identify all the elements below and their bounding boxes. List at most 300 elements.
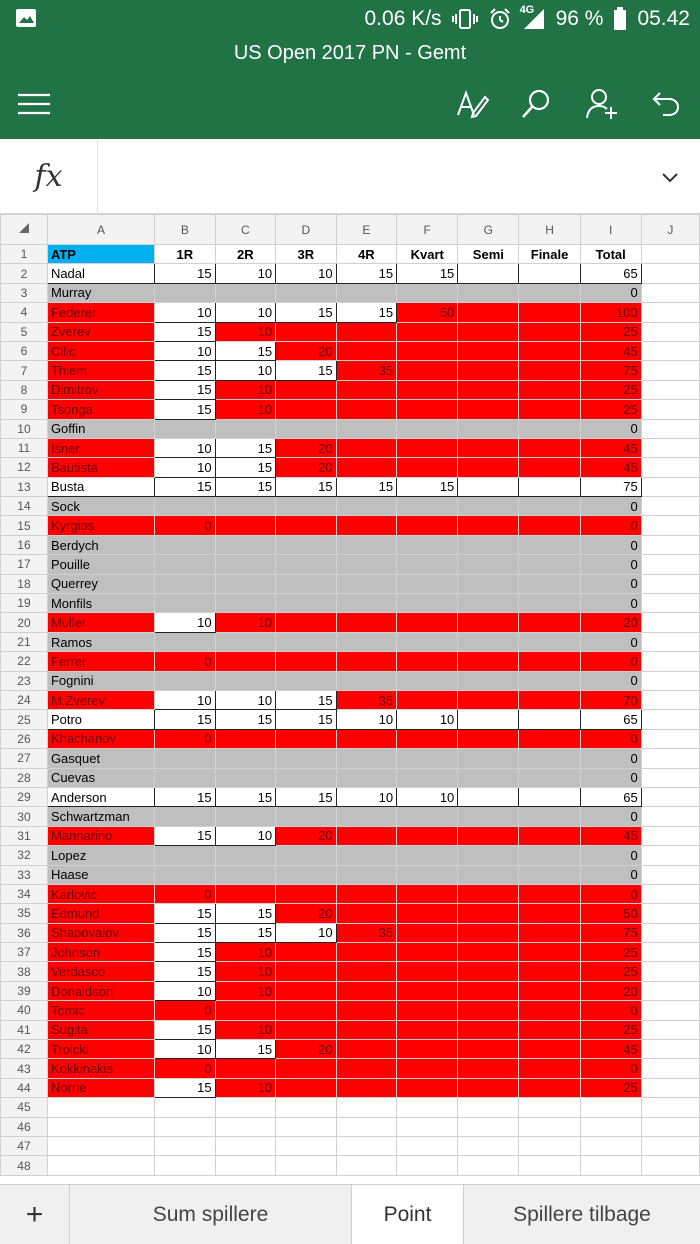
- cell-round-score[interactable]: [276, 419, 337, 438]
- cell-round-score[interactable]: [397, 380, 458, 399]
- cell-player-name[interactable]: Pouille: [47, 555, 154, 574]
- cell-round-score[interactable]: 10: [155, 438, 216, 457]
- cell-round-score[interactable]: 15: [215, 477, 276, 496]
- row-header[interactable]: 27: [1, 749, 48, 768]
- cell-player-name[interactable]: Berdych: [47, 535, 154, 554]
- cell-round-score[interactable]: 10: [155, 341, 216, 360]
- cell-round-score[interactable]: [458, 904, 519, 923]
- cell-total[interactable]: 0: [580, 729, 641, 748]
- cell-round-score[interactable]: [458, 846, 519, 865]
- row-header[interactable]: 7: [1, 361, 48, 380]
- cell-empty[interactable]: [47, 1117, 154, 1136]
- cell-round-score[interactable]: 15: [215, 923, 276, 942]
- cell-round-score[interactable]: 10: [155, 458, 216, 477]
- row-header[interactable]: 2: [1, 264, 48, 283]
- cell-round-score[interactable]: [336, 768, 397, 787]
- cell-round-score[interactable]: [458, 1001, 519, 1020]
- cell-empty[interactable]: [155, 1136, 216, 1155]
- cell-total[interactable]: 0: [580, 884, 641, 903]
- cell-round-score[interactable]: [276, 594, 337, 613]
- cell-empty[interactable]: [155, 1117, 216, 1136]
- cell-round-score[interactable]: [458, 690, 519, 709]
- cell-round-score[interactable]: [458, 943, 519, 962]
- cell-round-score[interactable]: [336, 613, 397, 632]
- cell-round-score[interactable]: [336, 535, 397, 554]
- cell-total[interactable]: 65: [580, 710, 641, 729]
- cell-empty[interactable]: [276, 1156, 337, 1175]
- cell-round-score[interactable]: [519, 380, 580, 399]
- cell-round-score[interactable]: 10: [215, 981, 276, 1000]
- cell-round-score[interactable]: [336, 283, 397, 302]
- cell-round-score[interactable]: [397, 904, 458, 923]
- cell-round-score[interactable]: [155, 419, 216, 438]
- cell-round-score[interactable]: 15: [276, 361, 337, 380]
- cell-player-name[interactable]: Schwartzman: [47, 807, 154, 826]
- cell-round-score[interactable]: [519, 341, 580, 360]
- cell-round-score[interactable]: [155, 555, 216, 574]
- cell-player-name[interactable]: Shapovalov: [47, 923, 154, 942]
- cell-round-score[interactable]: [519, 283, 580, 302]
- cell-total[interactable]: 65: [580, 787, 641, 806]
- cell-round-score[interactable]: [276, 1078, 337, 1097]
- cell-round-score[interactable]: [519, 1059, 580, 1078]
- cell-round-score[interactable]: [155, 535, 216, 554]
- cell-round-score[interactable]: [397, 341, 458, 360]
- cell-round-score[interactable]: 10: [215, 826, 276, 845]
- cell-total[interactable]: 45: [580, 1040, 641, 1059]
- cell-header-1r[interactable]: 1R: [155, 245, 216, 264]
- cell-header-4r[interactable]: 4R: [336, 245, 397, 264]
- cell-empty[interactable]: [458, 1156, 519, 1175]
- cell-round-score[interactable]: 10: [215, 943, 276, 962]
- cell-round-score[interactable]: [519, 904, 580, 923]
- cell-player-name[interactable]: Isner: [47, 438, 154, 457]
- row-header[interactable]: 34: [1, 884, 48, 903]
- cell-round-score[interactable]: [336, 380, 397, 399]
- row-header[interactable]: 25: [1, 710, 48, 729]
- cell-round-score[interactable]: [397, 632, 458, 651]
- cell-round-score[interactable]: 10: [155, 303, 216, 322]
- row-header[interactable]: 11: [1, 438, 48, 457]
- cell-header-atp[interactable]: ATP: [47, 245, 154, 264]
- cell-player-name[interactable]: Anderson: [47, 787, 154, 806]
- cell-total[interactable]: 0: [580, 846, 641, 865]
- cell-round-score[interactable]: 15: [276, 690, 337, 709]
- cell-empty[interactable]: [641, 729, 699, 748]
- cell-round-score[interactable]: [519, 632, 580, 651]
- cell-empty[interactable]: [641, 1098, 699, 1117]
- cell-round-score[interactable]: [519, 400, 580, 419]
- cell-round-score[interactable]: 0: [155, 729, 216, 748]
- cell-round-score[interactable]: [519, 1078, 580, 1097]
- cell-header-total[interactable]: Total: [580, 245, 641, 264]
- row-header[interactable]: 6: [1, 341, 48, 360]
- cell-round-score[interactable]: [397, 923, 458, 942]
- cell-empty[interactable]: [641, 555, 699, 574]
- cell-player-name[interactable]: Querrey: [47, 574, 154, 593]
- cell-player-name[interactable]: Ramos: [47, 632, 154, 651]
- cell-round-score[interactable]: [276, 749, 337, 768]
- cell-player-name[interactable]: Monfils: [47, 594, 154, 613]
- cell-round-score[interactable]: [215, 497, 276, 516]
- cell-empty[interactable]: [641, 283, 699, 302]
- cell-round-score[interactable]: [276, 729, 337, 748]
- cell-round-score[interactable]: [276, 283, 337, 302]
- cell-round-score[interactable]: 10: [215, 400, 276, 419]
- cell-empty[interactable]: [641, 400, 699, 419]
- cell-round-score[interactable]: [397, 419, 458, 438]
- cell-round-score[interactable]: [519, 807, 580, 826]
- cell-round-score[interactable]: [397, 690, 458, 709]
- cell-empty[interactable]: [215, 1156, 276, 1175]
- cell-round-score[interactable]: [336, 826, 397, 845]
- cell-empty[interactable]: [519, 1117, 580, 1136]
- cell-empty[interactable]: [641, 1001, 699, 1020]
- cell-round-score[interactable]: 15: [155, 923, 216, 942]
- cell-round-score[interactable]: [336, 652, 397, 671]
- cell-round-score[interactable]: [397, 574, 458, 593]
- cell-player-name[interactable]: Muller: [47, 613, 154, 632]
- cell-round-score[interactable]: 15: [215, 458, 276, 477]
- cell-round-score[interactable]: [276, 535, 337, 554]
- cell-empty[interactable]: [641, 904, 699, 923]
- cell-round-score[interactable]: [458, 1078, 519, 1097]
- cell-total[interactable]: 45: [580, 438, 641, 457]
- column-header[interactable]: E: [336, 215, 397, 245]
- cell-round-score[interactable]: [215, 574, 276, 593]
- row-header[interactable]: 10: [1, 419, 48, 438]
- cell-round-score[interactable]: 20: [276, 904, 337, 923]
- cell-round-score[interactable]: [276, 846, 337, 865]
- cell-round-score[interactable]: [276, 652, 337, 671]
- cell-round-score[interactable]: 15: [155, 1078, 216, 1097]
- cell-round-score[interactable]: [519, 419, 580, 438]
- cell-round-score[interactable]: [397, 826, 458, 845]
- cell-round-score[interactable]: 15: [155, 962, 216, 981]
- cell-player-name[interactable]: Cilic: [47, 341, 154, 360]
- cell-round-score[interactable]: 10: [397, 710, 458, 729]
- cell-round-score[interactable]: 15: [155, 400, 216, 419]
- cell-total[interactable]: 100: [580, 303, 641, 322]
- cell-round-score[interactable]: [519, 322, 580, 341]
- cell-round-score[interactable]: [397, 322, 458, 341]
- row-header[interactable]: 46: [1, 1117, 48, 1136]
- cell-player-name[interactable]: Khachanov: [47, 729, 154, 748]
- cell-round-score[interactable]: 15: [155, 943, 216, 962]
- cell-player-name[interactable]: Dimitrov: [47, 380, 154, 399]
- cell-player-name[interactable]: Donaldson: [47, 981, 154, 1000]
- cell-round-score[interactable]: 20: [276, 826, 337, 845]
- cell-total[interactable]: 25: [580, 400, 641, 419]
- cell-total[interactable]: 0: [580, 419, 641, 438]
- cell-round-score[interactable]: 10: [336, 710, 397, 729]
- cell-empty[interactable]: [641, 574, 699, 593]
- cell-round-score[interactable]: [276, 497, 337, 516]
- row-header[interactable]: 40: [1, 1001, 48, 1020]
- cell-round-score[interactable]: [458, 981, 519, 1000]
- cell-round-score[interactable]: [276, 962, 337, 981]
- cell-round-score[interactable]: 15: [155, 826, 216, 845]
- cell-empty[interactable]: [641, 981, 699, 1000]
- row-header[interactable]: 43: [1, 1059, 48, 1078]
- spreadsheet-grid[interactable]: [0, 214, 700, 1184]
- cell-round-score[interactable]: [276, 981, 337, 1000]
- search-button[interactable]: [516, 84, 556, 124]
- cell-round-score[interactable]: [276, 613, 337, 632]
- cell-empty[interactable]: [336, 1156, 397, 1175]
- cell-empty[interactable]: [215, 1136, 276, 1155]
- cell-round-score[interactable]: [458, 438, 519, 457]
- cell-round-score[interactable]: 10: [215, 322, 276, 341]
- cell-player-name[interactable]: Sugita: [47, 1020, 154, 1039]
- cell-round-score[interactable]: [336, 671, 397, 690]
- cell-player-name[interactable]: Karlovic: [47, 884, 154, 903]
- cell-round-score[interactable]: 10: [276, 923, 337, 942]
- row-header[interactable]: 20: [1, 613, 48, 632]
- cell-round-score[interactable]: 15: [215, 1040, 276, 1059]
- row-header[interactable]: 29: [1, 787, 48, 806]
- cell-empty[interactable]: [641, 943, 699, 962]
- cell-round-score[interactable]: [336, 1059, 397, 1078]
- cell-round-score[interactable]: [458, 865, 519, 884]
- cell-empty[interactable]: [641, 1156, 699, 1175]
- cell-header-semi[interactable]: Semi: [458, 245, 519, 264]
- row-header[interactable]: 41: [1, 1020, 48, 1039]
- cell-round-score[interactable]: [215, 419, 276, 438]
- cell-total[interactable]: 0: [580, 671, 641, 690]
- cell-round-score[interactable]: [458, 341, 519, 360]
- cell-round-score[interactable]: [336, 1020, 397, 1039]
- cell-round-score[interactable]: [215, 807, 276, 826]
- cell-round-score[interactable]: [397, 594, 458, 613]
- cell-round-score[interactable]: [276, 555, 337, 574]
- cell-round-score[interactable]: [519, 574, 580, 593]
- tab-point[interactable]: Point: [352, 1185, 464, 1244]
- cell-total[interactable]: 0: [580, 497, 641, 516]
- cell-round-score[interactable]: [458, 400, 519, 419]
- cell-round-score[interactable]: [155, 594, 216, 613]
- cell-round-score[interactable]: [519, 516, 580, 535]
- cell-round-score[interactable]: [519, 477, 580, 496]
- formula-input[interactable]: [98, 139, 658, 214]
- cell-total[interactable]: 0: [580, 749, 641, 768]
- cell-total[interactable]: 65: [580, 264, 641, 283]
- cell-round-score[interactable]: [519, 594, 580, 613]
- cell-empty[interactable]: [641, 1059, 699, 1078]
- cell-player-name[interactable]: M.Zverev: [47, 690, 154, 709]
- cell-total[interactable]: 0: [580, 1059, 641, 1078]
- cell-round-score[interactable]: [458, 264, 519, 283]
- cell-round-score[interactable]: [458, 535, 519, 554]
- cell-round-score[interactable]: [155, 632, 216, 651]
- cell-player-name[interactable]: Murray: [47, 283, 154, 302]
- column-header[interactable]: I: [580, 215, 641, 245]
- cell-round-score[interactable]: [397, 981, 458, 1000]
- cell-round-score[interactable]: 15: [397, 477, 458, 496]
- cell-empty[interactable]: [519, 1156, 580, 1175]
- cell-empty[interactable]: [458, 1098, 519, 1117]
- cell-empty[interactable]: [47, 1098, 154, 1117]
- cell-round-score[interactable]: [397, 884, 458, 903]
- cell-round-score[interactable]: 15: [155, 1020, 216, 1039]
- cell-empty[interactable]: [397, 1098, 458, 1117]
- cell-total[interactable]: 0: [580, 594, 641, 613]
- cell-round-score[interactable]: [336, 555, 397, 574]
- row-header[interactable]: 47: [1, 1136, 48, 1155]
- cell-round-score[interactable]: [519, 749, 580, 768]
- cell-empty[interactable]: [641, 497, 699, 516]
- cell-round-score[interactable]: [397, 846, 458, 865]
- cell-empty[interactable]: [336, 1136, 397, 1155]
- row-header[interactable]: 18: [1, 574, 48, 593]
- cell-round-score[interactable]: [215, 283, 276, 302]
- cell-empty[interactable]: [397, 1117, 458, 1136]
- cell-total[interactable]: 75: [580, 477, 641, 496]
- cell-total[interactable]: 0: [580, 535, 641, 554]
- cell-round-score[interactable]: [519, 923, 580, 942]
- cell-round-score[interactable]: [397, 613, 458, 632]
- cell-round-score[interactable]: [519, 768, 580, 787]
- cell-round-score[interactable]: 20: [276, 438, 337, 457]
- cell-total[interactable]: 20: [580, 613, 641, 632]
- cell-round-score[interactable]: [155, 749, 216, 768]
- cell-round-score[interactable]: [458, 749, 519, 768]
- cell-empty[interactable]: [641, 458, 699, 477]
- cell-player-name[interactable]: Tomic: [47, 1001, 154, 1020]
- cell-round-score[interactable]: [458, 516, 519, 535]
- cell-empty[interactable]: [155, 1098, 216, 1117]
- cell-header-3r[interactable]: 3R: [276, 245, 337, 264]
- column-header[interactable]: H: [519, 215, 580, 245]
- cell-round-score[interactable]: [397, 962, 458, 981]
- cell-total[interactable]: 45: [580, 458, 641, 477]
- cell-round-score[interactable]: 10: [215, 690, 276, 709]
- cell-round-score[interactable]: 10: [215, 264, 276, 283]
- cell-empty[interactable]: [458, 1136, 519, 1155]
- cell-round-score[interactable]: [458, 419, 519, 438]
- tab-spillere-tilbage[interactable]: Spillere tilbage: [513, 1203, 651, 1226]
- cell-round-score[interactable]: [397, 361, 458, 380]
- cell-round-score[interactable]: [397, 400, 458, 419]
- cell-player-name[interactable]: Zverev: [47, 322, 154, 341]
- cell-player-name[interactable]: Bautista: [47, 458, 154, 477]
- cell-round-score[interactable]: 15: [215, 904, 276, 923]
- cell-round-score[interactable]: 10: [276, 264, 337, 283]
- cell-empty[interactable]: [276, 1098, 337, 1117]
- cell-round-score[interactable]: 10: [215, 1020, 276, 1039]
- cell-round-score[interactable]: [336, 884, 397, 903]
- row-header[interactable]: 12: [1, 458, 48, 477]
- cell-empty[interactable]: [641, 245, 699, 264]
- cell-round-score[interactable]: [519, 1020, 580, 1039]
- cell-round-score[interactable]: 15: [215, 787, 276, 806]
- cell-round-score[interactable]: [397, 283, 458, 302]
- row-header[interactable]: 32: [1, 846, 48, 865]
- tab-sum-spillere[interactable]: Sum spillere: [70, 1185, 352, 1244]
- cell-empty[interactable]: [155, 1156, 216, 1175]
- cell-round-score[interactable]: [215, 535, 276, 554]
- cell-round-score[interactable]: [458, 671, 519, 690]
- cell-empty[interactable]: [641, 419, 699, 438]
- cell-round-score[interactable]: 35: [336, 361, 397, 380]
- cell-player-name[interactable]: Kyrgios: [47, 516, 154, 535]
- cell-round-score[interactable]: [336, 962, 397, 981]
- cell-round-score[interactable]: [276, 1001, 337, 1020]
- cell-round-score[interactable]: [397, 1020, 458, 1039]
- column-header[interactable]: F: [397, 215, 458, 245]
- cell-round-score[interactable]: 10: [215, 613, 276, 632]
- cell-empty[interactable]: [641, 690, 699, 709]
- cell-player-name[interactable]: Thiem: [47, 361, 154, 380]
- cell-round-score[interactable]: [458, 594, 519, 613]
- cell-round-score[interactable]: [519, 729, 580, 748]
- cell-round-score[interactable]: [519, 962, 580, 981]
- cell-round-score[interactable]: [336, 400, 397, 419]
- cell-player-name[interactable]: Kokkinakis: [47, 1059, 154, 1078]
- cell-round-score[interactable]: [276, 632, 337, 651]
- row-header[interactable]: 21: [1, 632, 48, 651]
- cell-player-name[interactable]: Nadal: [47, 264, 154, 283]
- cell-total[interactable]: 0: [580, 283, 641, 302]
- cell-empty[interactable]: [641, 865, 699, 884]
- cell-round-score[interactable]: 0: [155, 516, 216, 535]
- cell-round-score[interactable]: [336, 516, 397, 535]
- cell-total[interactable]: 25: [580, 1020, 641, 1039]
- cell-empty[interactable]: [336, 1117, 397, 1136]
- cell-total[interactable]: 50: [580, 904, 641, 923]
- cell-round-score[interactable]: [458, 613, 519, 632]
- cell-round-score[interactable]: [336, 419, 397, 438]
- cell-round-score[interactable]: [336, 1001, 397, 1020]
- cell-round-score[interactable]: [458, 1040, 519, 1059]
- cell-player-name[interactable]: Fognini: [47, 671, 154, 690]
- cell-player-name[interactable]: Johnson: [47, 943, 154, 962]
- cell-round-score[interactable]: [458, 826, 519, 845]
- cell-round-score[interactable]: [397, 1078, 458, 1097]
- cell-round-score[interactable]: [458, 283, 519, 302]
- cell-round-score[interactable]: [155, 283, 216, 302]
- cell-empty[interactable]: [641, 768, 699, 787]
- cell-round-score[interactable]: [276, 671, 337, 690]
- cell-round-score[interactable]: [519, 613, 580, 632]
- cell-round-score[interactable]: 10: [215, 380, 276, 399]
- column-header[interactable]: G: [458, 215, 519, 245]
- cell-round-score[interactable]: [397, 652, 458, 671]
- row-header[interactable]: 16: [1, 535, 48, 554]
- cell-round-score[interactable]: [397, 943, 458, 962]
- cell-round-score[interactable]: [519, 497, 580, 516]
- cell-round-score[interactable]: [276, 884, 337, 903]
- cell-round-score[interactable]: 15: [155, 380, 216, 399]
- cell-round-score[interactable]: [397, 458, 458, 477]
- cell-empty[interactable]: [47, 1156, 154, 1175]
- cell-round-score[interactable]: [458, 555, 519, 574]
- cell-round-score[interactable]: [336, 729, 397, 748]
- cell-total[interactable]: 0: [580, 632, 641, 651]
- cell-round-score[interactable]: [519, 303, 580, 322]
- row-header[interactable]: 33: [1, 865, 48, 884]
- cell-round-score[interactable]: [519, 438, 580, 457]
- cell-round-score[interactable]: [458, 787, 519, 806]
- cell-player-name[interactable]: Tsonga: [47, 400, 154, 419]
- cell-round-score[interactable]: [519, 361, 580, 380]
- cell-total[interactable]: 45: [580, 341, 641, 360]
- cell-round-score[interactable]: [519, 652, 580, 671]
- row-header[interactable]: 48: [1, 1156, 48, 1175]
- cell-round-score[interactable]: [336, 497, 397, 516]
- cell-empty[interactable]: [47, 1136, 154, 1155]
- cell-round-score[interactable]: 20: [276, 1040, 337, 1059]
